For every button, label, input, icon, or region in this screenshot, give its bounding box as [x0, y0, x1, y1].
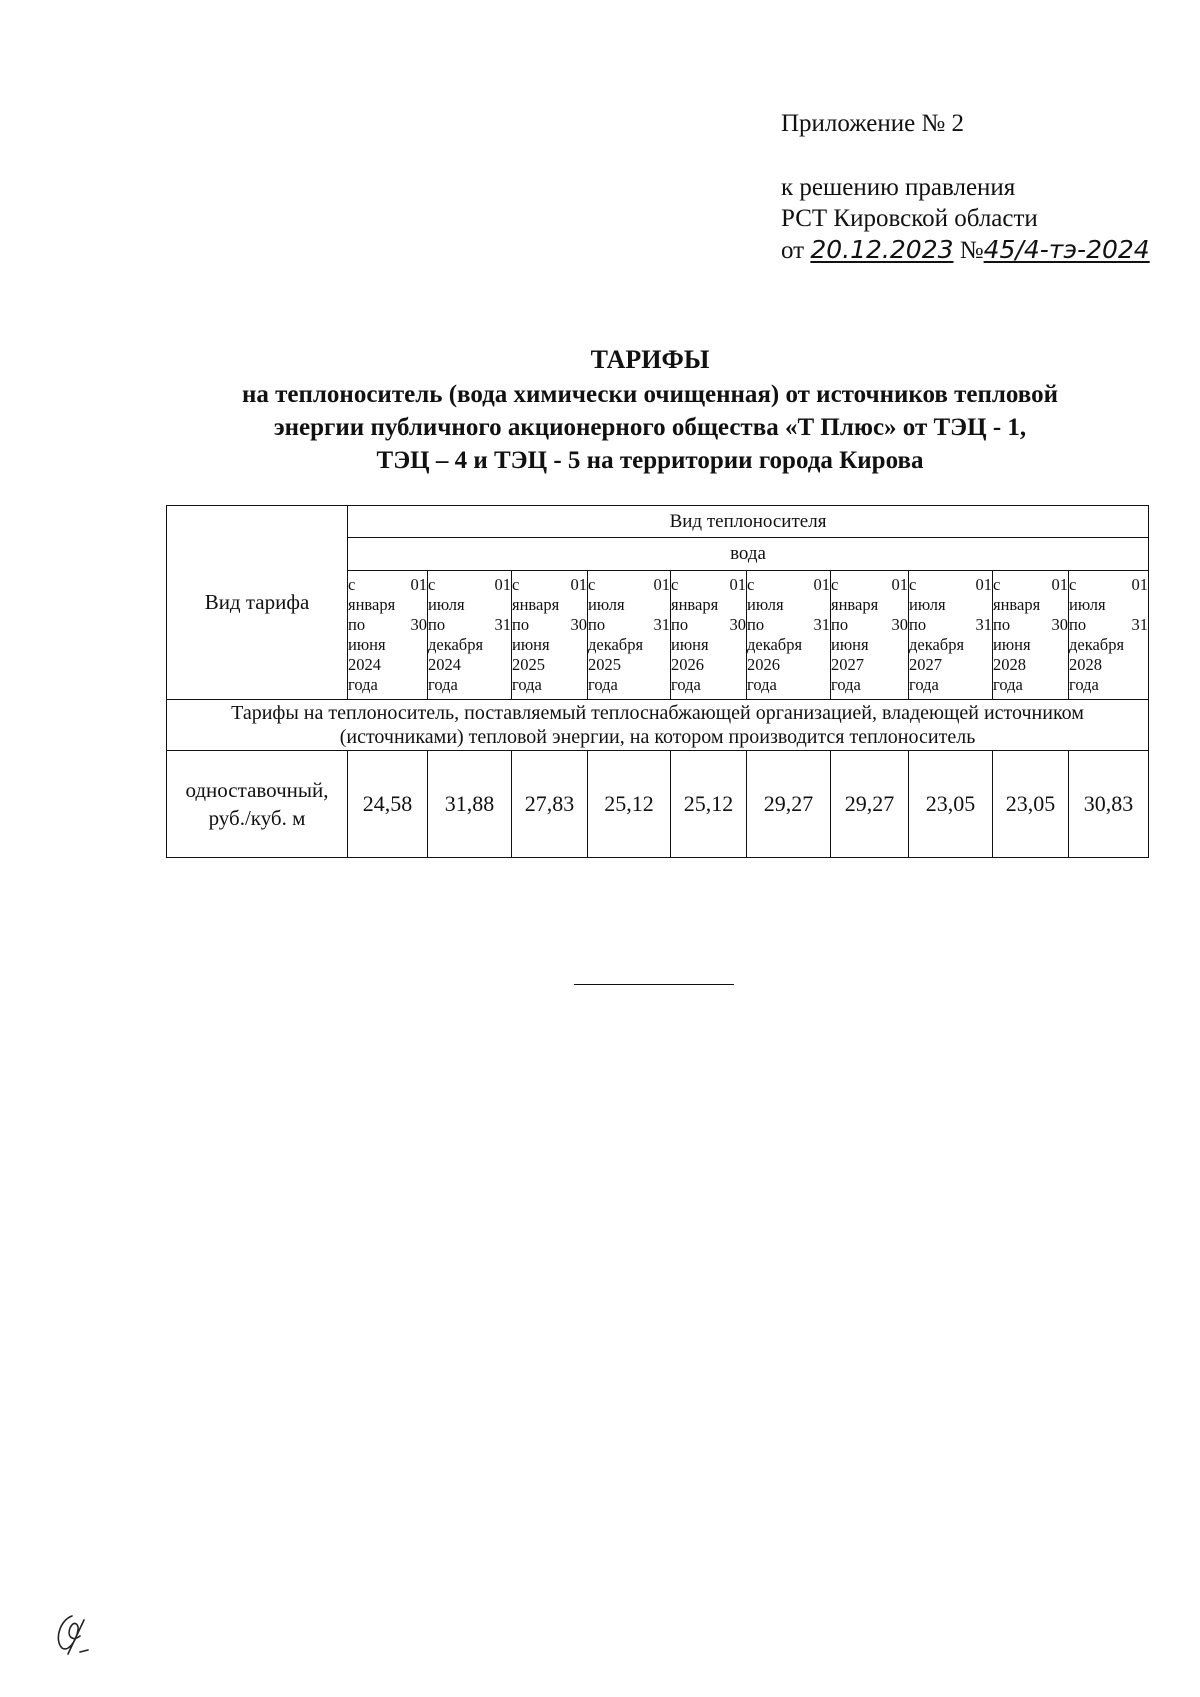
period-header-2 — [428, 571, 512, 700]
period-to-month: декабря — [1069, 635, 1125, 654]
period-to-day: 31 — [653, 615, 670, 634]
period-from-month: июля — [747, 595, 784, 614]
appendix-block — [781, 108, 1181, 266]
period-to-word: по — [512, 615, 530, 634]
period-from-day: 01 — [494, 575, 511, 594]
period-from-month: января — [348, 595, 396, 614]
period-from-day: 01 — [410, 575, 427, 594]
tariff-value-1: 24,58 — [348, 751, 428, 858]
period-from-day: 01 — [653, 575, 670, 594]
period-year-word: года — [588, 675, 618, 694]
period-from-word: с — [512, 575, 520, 594]
period-to-word: по — [747, 615, 765, 634]
period-to-month: декабря — [909, 635, 965, 654]
period-from-word: с — [831, 575, 839, 594]
period-to-word: по — [348, 615, 366, 634]
period-header-6 — [747, 571, 831, 700]
period-from-month: января — [671, 595, 719, 614]
group-heading — [167, 700, 1149, 751]
appendix-decision: к решению правления — [781, 174, 1016, 201]
period-header-9 — [993, 571, 1069, 700]
period-to-word: по — [993, 615, 1011, 634]
period-year-word: года — [993, 675, 1023, 694]
period-to-word: по — [831, 615, 849, 634]
period-from-word: с — [588, 575, 596, 594]
date-prefix: от — [781, 237, 805, 264]
period-from-month: января — [512, 595, 560, 614]
header-carrier-water: вода — [348, 538, 1149, 571]
period-from-day: 01 — [813, 575, 830, 594]
tariff-value-2: 31,88 — [428, 751, 512, 858]
period-year: 2026 — [671, 655, 704, 674]
end-divider — [574, 984, 734, 985]
tariff-value-10: 30,83 — [1069, 751, 1149, 858]
period-from-word: с — [747, 575, 755, 594]
period-from-day: 01 — [570, 575, 587, 594]
period-from-month: июля — [909, 595, 946, 614]
period-to-month: июня — [348, 635, 386, 654]
period-from-word: с — [428, 575, 436, 594]
period-to-day: 30 — [570, 615, 587, 634]
period-to-day: 31 — [813, 615, 830, 634]
period-year: 2024 — [348, 655, 381, 674]
header-carrier-type: Вид теплоносителя — [348, 506, 1149, 538]
period-from-month: июля — [428, 595, 465, 614]
period-header-1 — [348, 571, 428, 700]
title-line-3: ТЭЦ – 4 и ТЭЦ - 5 на территории города Кирова — [376, 447, 924, 474]
period-header-5 — [671, 571, 747, 700]
period-year: 2028 — [993, 655, 1026, 674]
period-year-word: года — [909, 675, 939, 694]
period-to-month: июня — [671, 635, 709, 654]
period-from-word: с — [671, 575, 679, 594]
period-year-word: года — [512, 675, 542, 694]
period-to-month: июня — [831, 635, 869, 654]
period-from-month: июля — [588, 595, 625, 614]
period-to-day: 30 — [1051, 615, 1068, 634]
period-to-day: 30 — [891, 615, 908, 634]
appendix-date-line — [781, 234, 1181, 266]
row-label-line-1: одноставочный, — [185, 778, 329, 802]
signature-initials-mark — [50, 1606, 100, 1656]
period-year: 2027 — [831, 655, 864, 674]
period-from-word: с — [1069, 575, 1077, 594]
period-from-day: 01 — [729, 575, 746, 594]
tariff-value-3: 27,83 — [512, 751, 588, 858]
period-from-day: 01 — [1051, 575, 1068, 594]
period-year-word: года — [747, 675, 777, 694]
appendix-number: Приложение № 2 — [781, 110, 965, 137]
period-header-7 — [831, 571, 909, 700]
period-to-month: декабря — [588, 635, 644, 654]
group-heading-line-1: Тарифы на теплоноситель, поставляемый теплоснабжающей организацией, владеющей источником — [231, 702, 1084, 724]
document-title — [150, 343, 1150, 477]
period-year: 2025 — [512, 655, 545, 674]
title-main: ТАРИФЫ — [590, 345, 710, 374]
period-from-day: 01 — [1131, 575, 1149, 594]
period-to-day: 31 — [1131, 615, 1149, 634]
period-year-word: года — [831, 675, 861, 694]
period-to-month: июня — [512, 635, 550, 654]
period-to-day: 31 — [494, 615, 511, 634]
period-from-month: июля — [1069, 595, 1106, 614]
period-from-day: 01 — [891, 575, 908, 594]
period-to-day: 30 — [410, 615, 427, 634]
tariff-value-4: 25,12 — [588, 751, 671, 858]
row-label-single-rate — [167, 751, 348, 858]
title-line-2: энергии публичного акционерного общества «Т Плюс» от ТЭЦ - 1, — [273, 414, 1027, 441]
period-year-word: года — [428, 675, 458, 694]
period-year-word: года — [348, 675, 378, 694]
period-to-day: 30 — [729, 615, 746, 634]
period-header-8 — [909, 571, 993, 700]
period-year: 2027 — [909, 655, 942, 674]
period-to-word: по — [588, 615, 606, 634]
period-year: 2028 — [1069, 655, 1102, 674]
tariff-value-7: 29,27 — [831, 751, 909, 858]
period-to-word: по — [1069, 615, 1087, 634]
period-year: 2025 — [588, 655, 621, 674]
period-header-3 — [512, 571, 588, 700]
period-from-month: января — [831, 595, 879, 614]
group-heading-line-2: (источниками) тепловой энергии, на котором производится теплоноситель — [339, 726, 976, 748]
period-year: 2024 — [428, 655, 461, 674]
appendix-authority: РСТ Кировской области — [781, 205, 1038, 232]
period-from-month: января — [993, 595, 1041, 614]
period-to-month: июня — [993, 635, 1031, 654]
period-to-month: декабря — [428, 635, 484, 654]
title-line-1: на теплоноситель (вода химически очищенная) от источников тепловой — [241, 381, 1059, 408]
header-tariff-type: Вид тарифа — [167, 506, 348, 700]
tariff-value-8: 23,05 — [909, 751, 993, 858]
handwritten-date: 20.12.2023 — [810, 235, 954, 264]
period-header-10 — [1069, 571, 1149, 700]
number-sign: № — [959, 237, 984, 264]
period-to-word: по — [909, 615, 927, 634]
handwritten-number: 45/4-тэ-2024 — [983, 235, 1150, 264]
period-from-word: с — [993, 575, 1001, 594]
period-year: 2026 — [747, 655, 780, 674]
period-to-word: по — [428, 615, 446, 634]
period-header-4 — [588, 571, 671, 700]
tariff-table — [166, 505, 1149, 858]
tariff-value-9: 23,05 — [993, 751, 1069, 858]
period-from-word: с — [909, 575, 917, 594]
period-from-day: 01 — [975, 575, 992, 594]
period-to-word: по — [671, 615, 689, 634]
value-row — [167, 751, 1149, 858]
period-from-word: с — [348, 575, 356, 594]
tariff-value-5: 25,12 — [671, 751, 747, 858]
tariff-value-6: 29,27 — [747, 751, 831, 858]
period-to-day: 31 — [975, 615, 992, 634]
period-year-word: года — [1069, 675, 1099, 694]
period-to-month: декабря — [747, 635, 803, 654]
period-year-word: года — [671, 675, 701, 694]
row-label-line-2: руб./куб. м — [208, 806, 306, 830]
